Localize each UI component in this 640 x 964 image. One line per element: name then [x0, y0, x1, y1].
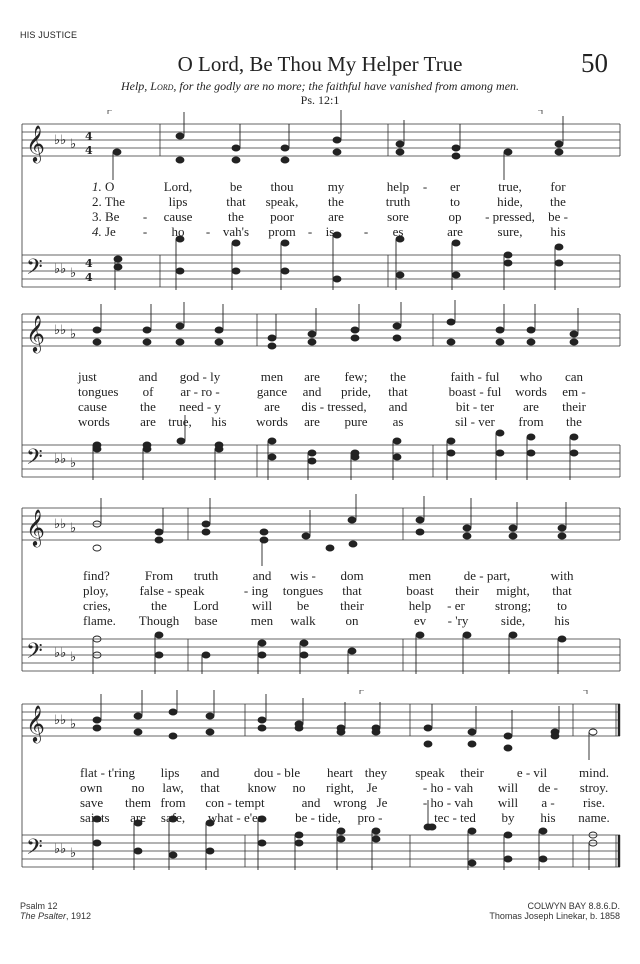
verse-1-line: flat - t'ring lips and dou - ble heart they speak their e - vil mind. — [80, 765, 609, 780]
svg-text:𝄞: 𝄞 — [26, 704, 45, 742]
svg-text:𝄢: 𝄢 — [26, 835, 43, 865]
verse-3-line: cries, the Lord will be their help - er strong; to — [83, 598, 568, 613]
verse-4-line: flame. Though base men walk on ev - 'ry side, his — [83, 613, 570, 628]
svg-text:♭: ♭ — [70, 327, 77, 342]
verse-3-line: cause the need - y are dis - tressed, and bit - ter are their — [78, 399, 586, 414]
verse-4-line: 4. Je - ho - vah's prom - is - es are sure, his — [92, 224, 566, 239]
lyrics-system-2 — [0, 369, 640, 429]
verse-3-line: 3. Be - cause the poor are sore op - pressed, be - — [92, 209, 568, 224]
verse-1-line: find? From truth and wis - dom men de - part, with — [83, 568, 574, 583]
svg-text:4: 4 — [85, 271, 93, 284]
svg-text:♭♭: ♭♭ — [54, 713, 67, 728]
verse-2-line: ploy, false - speak - ing tongues that boast their might, that — [83, 583, 572, 598]
svg-text:♭♭: ♭♭ — [54, 452, 67, 467]
svg-text:♭: ♭ — [70, 650, 77, 665]
svg-text:♭♭: ♭♭ — [54, 842, 67, 857]
lyrics-system-4 — [0, 765, 640, 825]
verse-1-line: 1. O Lord, be thou my help - er true, for — [92, 179, 566, 194]
svg-text:♭: ♭ — [70, 846, 77, 861]
lyrics-system-3 — [0, 568, 640, 628]
tune-name-meter: COLWYN BAY 8.8.6.D. — [527, 901, 620, 911]
psalter-source: The Psalter, 1912 — [20, 911, 92, 921]
svg-text:𝄢: 𝄢 — [26, 255, 43, 285]
svg-text:♭♭: ♭♭ — [54, 323, 67, 338]
tune-credit — [489, 901, 620, 921]
svg-text:𝄢: 𝄢 — [26, 639, 43, 669]
svg-text:♭♭: ♭♭ — [54, 517, 67, 532]
svg-text:♭: ♭ — [70, 521, 77, 536]
svg-text:♭: ♭ — [70, 456, 77, 471]
svg-text:♭: ♭ — [70, 266, 77, 281]
svg-text:♭♭: ♭♭ — [54, 262, 67, 277]
verse-1-line: just and god - ly men are few; the faith - ful who can — [78, 369, 584, 384]
epigraph: Help, Lord, for the godly are no more; the faithful have vanished from among men. — [120, 79, 520, 93]
verse-3-line: save them from con - tempt and wrong Je - ho - vah will a - rise. — [80, 795, 606, 810]
svg-text:4: 4 — [85, 257, 93, 270]
verse-2-line: 2. The lips that speak, the truth to hide, the — [92, 194, 566, 209]
scripture-reference: Ps. 12:1 — [300, 93, 340, 107]
svg-text:♭: ♭ — [70, 137, 77, 152]
text-credit — [20, 901, 91, 921]
svg-text:4: 4 — [85, 144, 93, 157]
svg-text:4: 4 — [85, 130, 93, 143]
section-heading: HIS JUSTICE — [20, 30, 78, 40]
psalm-source: Psalm 12 — [20, 901, 58, 911]
verse-2-line: tongues of ar - ro - gance and pride, that boast - ful words em - — [78, 384, 586, 399]
svg-text:𝄞: 𝄞 — [26, 508, 45, 546]
svg-text:𝄞: 𝄞 — [26, 124, 45, 162]
svg-text:♭: ♭ — [70, 717, 77, 732]
lyrics-system-1 — [0, 179, 640, 239]
svg-text:𝄢: 𝄢 — [26, 445, 43, 475]
hymn-number: 50 — [581, 48, 608, 78]
composer: Thomas Joseph Linekar, b. 1858 — [489, 911, 620, 921]
verse-4-line: words are true, his words are pure as sil - ver from the — [78, 414, 582, 429]
verse-2-line: own no law, that know no right, Je - ho - vah will de - stroy. — [80, 780, 609, 795]
svg-text:♭♭: ♭♭ — [54, 133, 67, 148]
svg-text:♭♭: ♭♭ — [54, 646, 67, 661]
hymn-title: O Lord, Be Thou My Helper True — [177, 52, 463, 76]
svg-text:𝄞: 𝄞 — [26, 314, 45, 352]
verse-4-line: saints are safe, what - e'er be - tide, pro - tec - ted by his name. — [80, 810, 610, 825]
